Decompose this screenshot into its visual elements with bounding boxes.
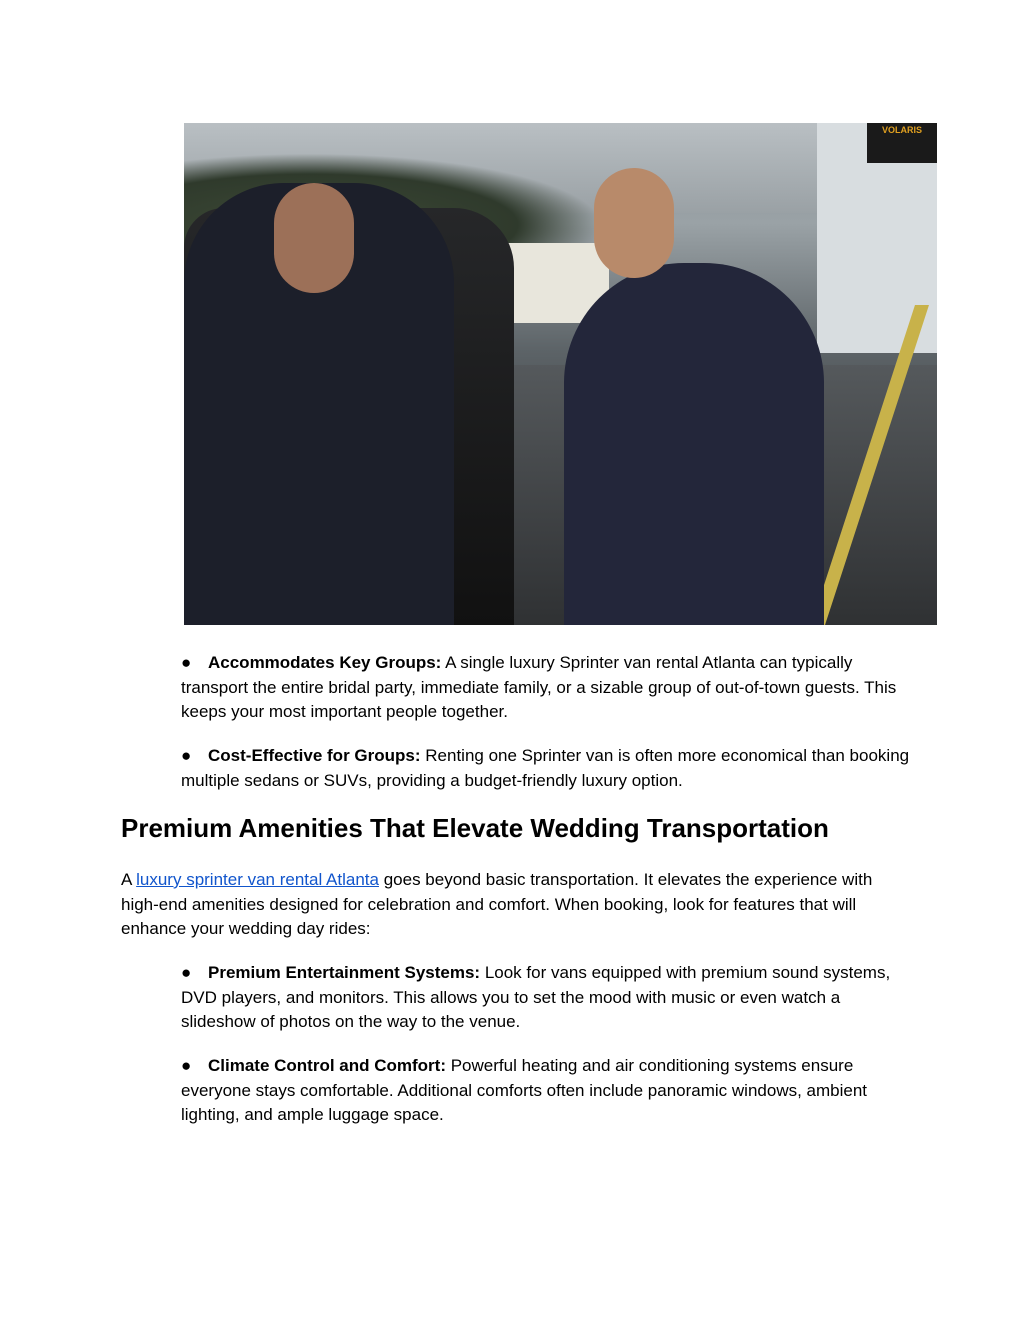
- bullet-text: Renting one Sprinter van is often more economical than booking multiple sedans or SUVs, providing a budget-friendly luxury option.: [181, 746, 910, 790]
- bullet-icon: ●: [181, 963, 192, 982]
- paragraph-suffix: goes beyond basic transportation. It elevates the experience with high-end amenities designed for celebration and comfort. When booking, look for features that will enhance your wedding day rides:: [121, 870, 873, 938]
- bullet-icon: ●: [181, 746, 192, 765]
- bullet-title: Cost-Effective for Groups:: [208, 746, 421, 765]
- bullet-icon: ●: [181, 1056, 192, 1075]
- paragraph-prefix: A: [121, 870, 137, 889]
- airline-sign: VOLARIS: [867, 123, 937, 163]
- bullet-icon: ●: [181, 653, 192, 672]
- intro-paragraph: [121, 868, 911, 942]
- sprinter-rental-link[interactable]: luxury sprinter van rental Atlanta: [136, 870, 379, 889]
- bullet-title: Climate Control and Comfort:: [208, 1056, 446, 1075]
- bullet-accommodates-key-groups: [181, 651, 911, 725]
- bullet-text: Powerful heating and air conditioning systems ensure everyone stays comfortable. Additional comforts often include panoramic windows, ambient lighting, and ample luggage space.: [181, 1056, 868, 1124]
- chauffeur-handshake-photo: [184, 123, 937, 625]
- bullet-text: A single luxury Sprinter van rental Atlanta can typically transport the entire bridal party, immediate family, or a sizable group of out-of-town guests. This keeps your most important people together.: [181, 653, 897, 721]
- bullet-title: Accommodates Key Groups:: [208, 653, 442, 672]
- section-heading: Premium Amenities That Elevate Wedding Transportation: [121, 813, 829, 843]
- bullet-text: Look for vans equipped with premium sound systems, DVD players, and monitors. This allows you to set the mood with music or even watch a slideshow of photos on the way to the venue.: [181, 963, 891, 1031]
- bullet-cost-effective: [181, 744, 911, 793]
- bullet-entertainment-systems: [181, 961, 911, 1035]
- bullet-title: Premium Entertainment Systems:: [208, 963, 481, 982]
- bullet-climate-control: [181, 1054, 911, 1128]
